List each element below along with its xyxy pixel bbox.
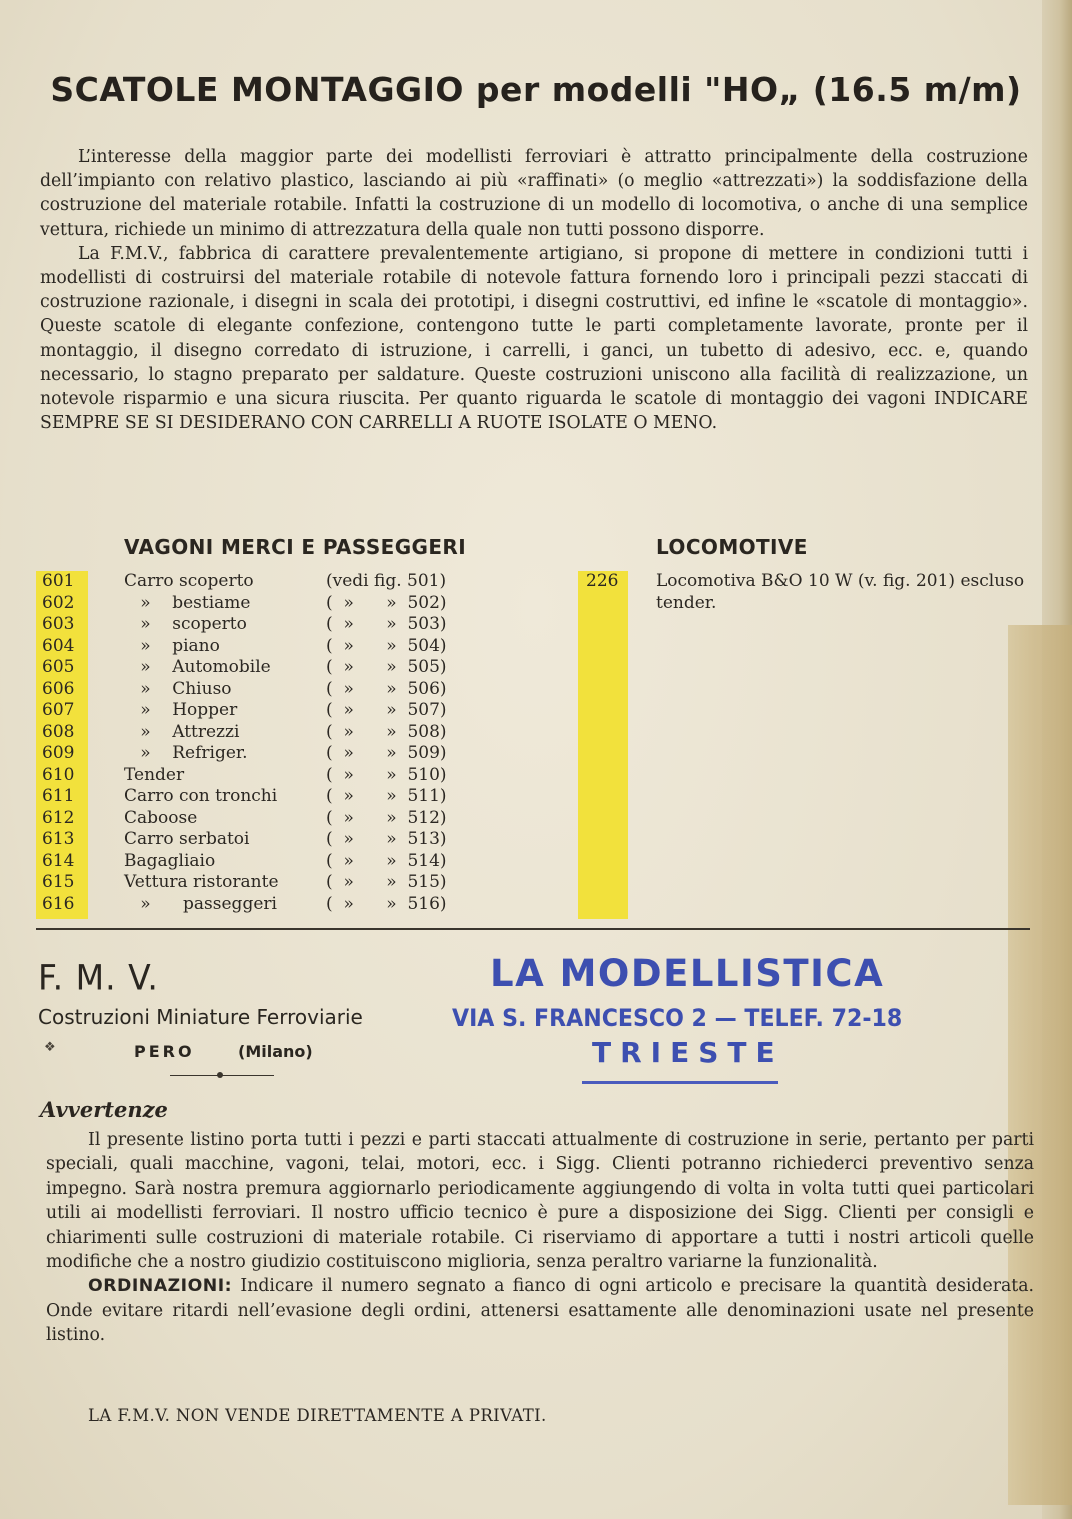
- item-code: 606: [42, 678, 75, 699]
- item-description: Carro scoperto: [124, 571, 254, 591]
- item-description: Locomotiva B&O 10 W (v. fig. 201) escluso tender.: [656, 571, 1025, 613]
- list-item: [36, 765, 496, 787]
- wagon-list: [36, 571, 496, 915]
- item-description: » Chiuso: [124, 678, 232, 699]
- item-code: 608: [42, 721, 75, 742]
- item-code: 605: [42, 657, 75, 677]
- item-description: » scoperto: [124, 614, 247, 634]
- list-item: [36, 722, 496, 744]
- item-code: 601: [42, 571, 75, 591]
- intro-text: [40, 145, 1028, 435]
- list-item: [36, 851, 496, 873]
- item-description: » passeggeri: [124, 893, 277, 914]
- list-item: [36, 657, 496, 679]
- list-item: [36, 700, 496, 722]
- item-code: 615: [42, 872, 75, 892]
- intro-paragraph-2: La F.M.V., fabbrica di carattere prevalentemente artigiano, si propone di mettere in condizioni tutti i modellisti di costruirsi del materiale rotabile di notevole fattura fornendo loro i principali pezzi staccati di costruzione razionale, i disegni in scala dei prototipi, i disegni costruttivi, ed infine le «scatole di montaggio». Queste scatole di elegante confezione, contengono tutte le parti completamente lavorate, pronte per il montaggio, il disegno corredato di istruzione, i carrelli, i ganci, un tubetto di adesivo, ecc. e, quando necessario, lo stagno preparato per saldature. Queste costruzioni uniscono alla facilità di realizzazione, un notevole risparmio e una sicura riuscita. Per quanto riguarda le scatole di montaggio dei vagoni INDICARE SEMPRE SE SI DESIDERANO CON CARRELLI A RUOTE ISOLATE O MENO.: [40, 243, 1028, 434]
- section-divider: [36, 928, 1030, 930]
- wagons-heading: VAGONI MERCI E PASSEGGERI: [124, 535, 467, 559]
- item-code: 609: [42, 743, 75, 763]
- item-description: » piano: [124, 635, 220, 656]
- dealer-stamp-city: TRIESTE: [592, 1036, 784, 1069]
- dealer-stamp-underline: [582, 1081, 778, 1084]
- item-code: 607: [42, 700, 75, 720]
- item-figure-ref: ( » » 510): [326, 764, 447, 785]
- item-figure-ref: ( » » 509): [326, 743, 447, 763]
- item-code: 612: [42, 807, 75, 828]
- company-subtitle: Costruzioni Miniature Ferroviarie: [38, 1005, 363, 1029]
- item-description: » bestiame: [124, 592, 251, 613]
- page-title: SCATOLE MONTAGGIO per modelli "HO„ (16.5 m/m): [50, 70, 1022, 109]
- item-figure-ref: ( » » 513): [326, 829, 447, 849]
- item-description: Caboose: [124, 807, 198, 828]
- item-figure-ref: ( » » 505): [326, 657, 447, 677]
- list-item: [36, 614, 496, 636]
- item-description: Carro con tronchi: [124, 786, 278, 806]
- item-code: 602: [42, 592, 75, 613]
- item-description: Carro serbatoi: [124, 829, 250, 849]
- item-description: » Automobile: [124, 657, 271, 677]
- aged-tape-strip: [1008, 625, 1072, 1505]
- list-item: [36, 786, 496, 808]
- item-figure-ref: ( » » 502): [326, 592, 447, 613]
- list-item: [36, 743, 496, 765]
- orders-text: Indicare il numero segnato a fianco di ogni articolo e precisare la quantità desiderata. Onde evitare ritardi nell’evasione degli ordini, attenersi esattamente alle denominazioni usate nel presente listino.: [46, 1276, 1034, 1346]
- item-figure-ref: ( » » 514): [326, 850, 447, 871]
- final-notice: LA F.M.V. NON VENDE DIRETTAMENTE A PRIVATI.: [88, 1406, 547, 1425]
- list-item: [36, 679, 496, 701]
- item-code: 603: [42, 614, 75, 634]
- dealer-stamp-name: LA MODELLISTICA: [490, 952, 885, 995]
- loco-code-highlight: [578, 571, 628, 919]
- list-item: [36, 593, 496, 615]
- item-description: » Attrezzi: [124, 721, 240, 742]
- warnings-heading: Avvertenze: [40, 1097, 168, 1122]
- warnings-paragraph: Il presente listino porta tutti i pezzi e parti staccati attualmente di costruzione in serie, pertanto per parti speciali, quali macchine, vagoni, telai, motori, ecc. i Sigg. Clienti potranno richiederci preventivo senza impegno. Sarà nostra premura aggiornarlo periodicamente aggiungendo di volta in volta tutti quei particolari utili ai modellisti ferroviari. Il nostro ufficio tecnico è pure a disposizione dei Sigg. Clienti per consigli e chiarimenti sulle costruzioni di materiale rotabile. Ci riserviamo di apportare a tutti i nostri articoli quelle modifiche che a nostro giudizio costituiscono miglioria, senza peraltro variarne la funzionalità.: [46, 1130, 1034, 1273]
- orders-paragraph: [46, 1274, 1034, 1347]
- item-description: » Refriger.: [124, 743, 248, 763]
- ornament-icon: ❖: [44, 1040, 56, 1055]
- item-figure-ref: ( » » 515): [326, 872, 447, 892]
- item-description: » Hopper: [124, 700, 238, 720]
- item-figure-ref: ( » » 511): [326, 786, 447, 806]
- item-figure-ref: ( » » 507): [326, 700, 447, 720]
- list-item: [36, 872, 496, 894]
- item-figure-ref: ( » » 512): [326, 807, 447, 828]
- item-code: 610: [42, 764, 75, 785]
- locomotives-heading: LOCOMOTIVE: [656, 535, 808, 559]
- item-figure-ref: ( » » 506): [326, 678, 447, 699]
- item-figure-ref: ( » » 508): [326, 721, 447, 742]
- company-province: (Milano): [238, 1042, 313, 1061]
- list-item: [36, 571, 496, 593]
- company-city: PERO: [134, 1042, 195, 1061]
- orders-label: ORDINAZIONI:: [88, 1276, 233, 1297]
- list-item: [36, 808, 496, 830]
- item-code: 611: [42, 786, 75, 806]
- item-description: Vettura ristorante: [124, 872, 279, 892]
- item-description: Tender: [124, 764, 185, 785]
- ornament-dot: [217, 1072, 223, 1078]
- item-code: 616: [42, 893, 75, 914]
- list-item: [36, 894, 496, 916]
- item-code: 226: [586, 571, 619, 591]
- list-item: [36, 829, 496, 851]
- warnings-text: [46, 1128, 1034, 1348]
- item-description: Bagagliaio: [124, 850, 216, 871]
- intro-paragraph-1: L’interesse della maggior parte dei modellisti ferroviari è attratto principalmente della costruzione dell’impianto con relativo plastico, lasciando ai più «raffinati» (o meglio «attrezzati») la soddisfazione della costruzione del materiale rotabile. Infatti la costruzione di un modello di locomotiva, o anche di una semplice vettura, richiede un minimo di attrezzatura della quale non tutti possono disporre.: [40, 147, 1028, 240]
- item-code: 614: [42, 850, 75, 871]
- item-figure-ref: ( » » 504): [326, 635, 447, 656]
- dealer-stamp-address: VIA S. FRANCESCO 2 — TELEF. 72-18: [452, 1004, 903, 1032]
- item-code: 604: [42, 635, 75, 656]
- item-code: 613: [42, 829, 75, 849]
- item-figure-ref: ( » » 516): [326, 893, 447, 914]
- list-item: [36, 636, 496, 658]
- company-name: F. M. V.: [38, 957, 159, 998]
- item-figure-ref: ( » » 503): [326, 614, 447, 634]
- item-figure-ref: (vedi fig. 501): [326, 571, 447, 591]
